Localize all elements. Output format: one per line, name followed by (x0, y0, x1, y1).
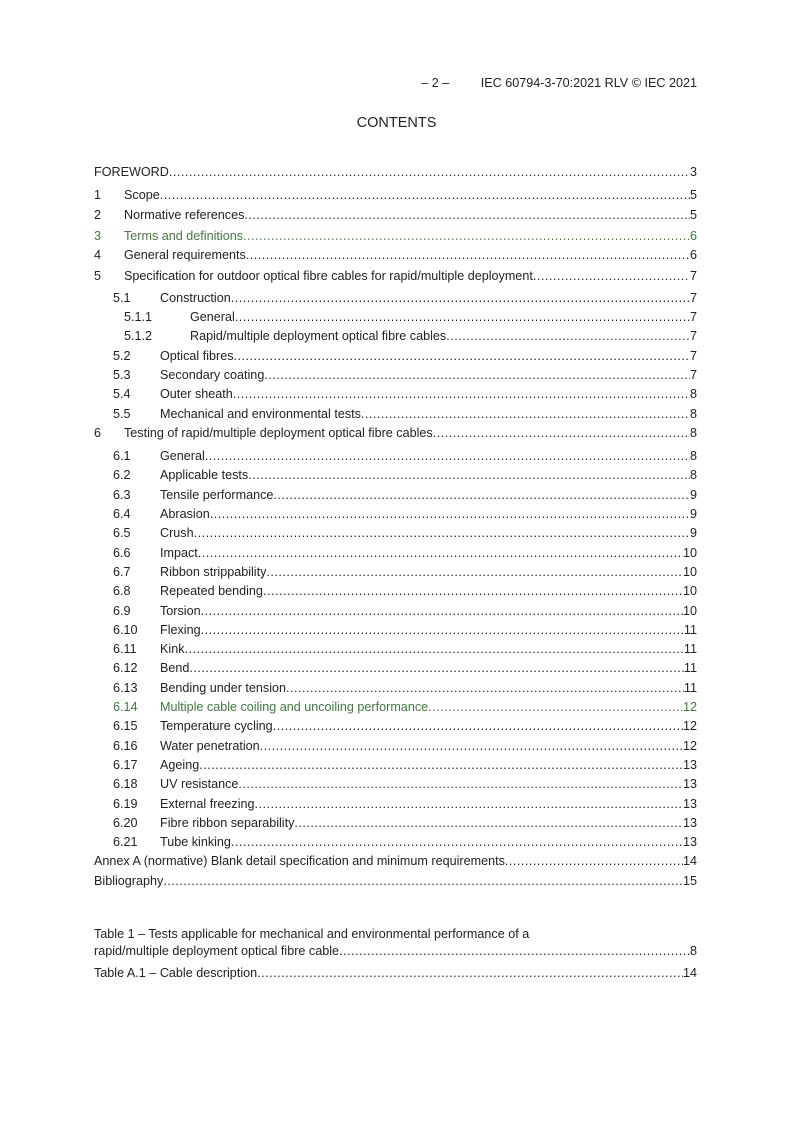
dot-leader (263, 582, 683, 601)
toc-entry[interactable] (94, 942, 697, 960)
dot-leader (238, 775, 683, 794)
entry-text: FOREWORD (94, 165, 169, 179)
toc-entry[interactable] (94, 227, 697, 246)
entry-text: Tensile performance (160, 487, 274, 502)
entry-page: 7 (689, 329, 697, 344)
entry-number: 6.5 (113, 526, 131, 541)
toc-entry[interactable] (94, 308, 697, 327)
toc-entry[interactable] (94, 679, 697, 698)
entry-text: Crush (160, 526, 194, 541)
entry-number: 6.16 (113, 738, 138, 753)
dot-leader (205, 447, 690, 466)
entry-page: 15 (682, 873, 697, 888)
dot-leader (257, 964, 683, 982)
dot-leader (446, 327, 690, 346)
entry-page: 13 (682, 815, 697, 830)
entry-text: Multiple cable coiling and uncoiling performance (160, 700, 429, 715)
document-id: IEC 60794-3-70:2021 RLV © IEC 2021 (480, 76, 697, 90)
entry-number: 6.1 (113, 449, 131, 464)
entry-text: Scope (124, 188, 160, 203)
dot-leader (231, 289, 690, 308)
entry-number: 6.15 (113, 719, 138, 734)
toc-entry[interactable] (94, 582, 697, 601)
entry-number: 6.20 (113, 815, 138, 830)
entry-text: Specification for outdoor optical fibre cables for rapid/multiple deployment (124, 269, 533, 284)
toc-entry[interactable] (94, 852, 697, 871)
entry-text: Ageing (160, 757, 200, 772)
dot-leader (231, 833, 683, 852)
entry-text: Repeated bending (160, 584, 263, 599)
entry-page: 8 (689, 425, 697, 440)
dot-leader (339, 942, 690, 960)
entry-page: 7 (689, 348, 697, 363)
dot-leader (199, 756, 683, 775)
list-of-tables (94, 926, 697, 982)
entry-text: Outer sheath (160, 387, 233, 402)
toc-entry[interactable] (94, 405, 697, 424)
entry-number: 6.6 (113, 545, 131, 560)
toc-entry[interactable] (94, 424, 697, 443)
entry-text: rapid/multiple deployment optical fibre cable (94, 944, 340, 958)
entry-number: 1 (94, 188, 102, 203)
dot-leader (361, 405, 690, 424)
entry-page: 14 (682, 854, 697, 869)
entry-page: 6 (689, 248, 697, 263)
dot-leader (234, 347, 690, 366)
dot-leader (294, 814, 683, 833)
toc-entry[interactable] (94, 640, 697, 659)
entry-number: 6.2 (113, 468, 131, 483)
entry-page: 13 (682, 796, 697, 811)
toc-entry[interactable] (94, 872, 697, 891)
entry-page: 7 (689, 290, 697, 305)
toc-entry[interactable] (94, 814, 697, 833)
entry-number: 6.12 (113, 661, 138, 676)
entry-number: 5.1 (113, 290, 131, 305)
toc-entry[interactable] (94, 366, 697, 385)
entry-page: 12 (682, 719, 697, 734)
entry-text: Bibliography (94, 873, 164, 888)
page-number: – 2 – (421, 76, 450, 90)
dot-leader (210, 505, 690, 524)
entry-page: 10 (682, 584, 697, 599)
entry-number: 6.11 (113, 642, 137, 657)
toc-entry[interactable] (94, 246, 697, 265)
entry-number: 6.4 (113, 507, 131, 522)
entry-number: 6.7 (113, 564, 131, 579)
entry-page: 11 (683, 661, 697, 676)
dot-leader (201, 602, 683, 621)
dot-leader (273, 717, 683, 736)
entry-number: 3 (94, 228, 102, 243)
entry-page: 3 (689, 165, 697, 179)
entry-text: Temperature cycling (160, 719, 273, 734)
entry-page: 14 (682, 966, 697, 980)
entry-number: 6 (94, 425, 102, 440)
dot-leader (264, 366, 690, 385)
entry-text: Applicable tests (160, 468, 249, 483)
entry-text: Water penetration (160, 738, 260, 753)
toc-entry[interactable] (94, 466, 697, 485)
dot-leader (169, 163, 690, 182)
dot-leader (505, 852, 683, 871)
entry-number: 5 (94, 269, 102, 284)
entry-text: Secondary coating (160, 367, 265, 382)
dot-leader (433, 424, 690, 443)
entry-number: 5.2 (113, 348, 131, 363)
toc-entry[interactable] (94, 717, 697, 736)
toc-entry[interactable] (94, 524, 697, 543)
dot-leader (198, 544, 683, 563)
entry-page: 10 (682, 545, 697, 560)
entry-text: Abrasion (160, 507, 210, 522)
toc-entry[interactable] (94, 447, 697, 466)
entry-page: 8 (689, 468, 697, 483)
entry-number: 5.1.2 (124, 329, 153, 344)
toc-entry[interactable] (94, 327, 697, 346)
entry-text: Flexing (160, 622, 201, 637)
entry-text: Mechanical and environmental tests (160, 406, 361, 421)
entry-number: 6.8 (113, 584, 131, 599)
toc-entry[interactable] (94, 544, 697, 563)
entry-number: 5.5 (113, 406, 131, 421)
entry-text: Bending under tension (160, 680, 287, 695)
toc-entry[interactable] (94, 756, 697, 775)
entry-page: 9 (689, 526, 697, 541)
entry-number: 6.10 (113, 622, 138, 637)
dot-leader (273, 486, 690, 505)
entry-page: 5 (689, 207, 697, 222)
entry-text: UV resistance (160, 777, 239, 792)
entry-text: Construction (160, 290, 231, 305)
entry-page: 13 (682, 757, 697, 772)
dot-leader (163, 872, 683, 891)
dot-leader (246, 246, 690, 265)
entry-page: 9 (689, 507, 697, 522)
dot-leader (248, 466, 690, 485)
entry-text: Testing of rapid/multiple deployment optical fibre cables (124, 425, 433, 440)
dot-leader (260, 737, 683, 756)
entry-page: 5 (689, 188, 697, 203)
dot-leader (185, 640, 684, 659)
toc-entry[interactable] (94, 698, 697, 717)
entry-page: 7 (689, 269, 697, 284)
toc-entry[interactable] (94, 775, 697, 794)
entry-number: 6.3 (113, 487, 131, 502)
dot-leader (286, 679, 684, 698)
entry-text: Bend (160, 661, 190, 676)
table-of-contents (94, 163, 697, 891)
entry-page: 11 (683, 622, 697, 637)
toc-entry-line[interactable] (94, 926, 697, 942)
dot-leader (255, 795, 683, 814)
dot-leader (244, 206, 690, 225)
entry-text: Kink (160, 642, 185, 657)
entry-number: 6.21 (113, 835, 138, 850)
entry-text: Table 1 – Tests applicable for mechanical and environmental performance of a (94, 927, 530, 941)
entry-number: 2 (94, 207, 102, 222)
entry-page: 13 (682, 777, 697, 792)
toc-entry[interactable] (94, 267, 697, 286)
entry-text: Normative references (124, 207, 245, 222)
dot-leader (194, 524, 690, 543)
toc-entry[interactable] (94, 505, 697, 524)
toc-entry[interactable] (94, 659, 697, 678)
dot-leader (533, 267, 690, 286)
entry-page: 9 (689, 487, 697, 502)
entry-page: 12 (682, 700, 697, 715)
toc-entry[interactable] (94, 385, 697, 404)
dot-leader (189, 659, 684, 678)
dot-leader (243, 227, 690, 246)
dot-leader (428, 698, 683, 717)
toc-entry[interactable] (94, 795, 697, 814)
entry-text: Rapid/multiple deployment optical fibre cables (190, 329, 447, 344)
entry-page: 11 (683, 680, 697, 695)
dot-leader (235, 308, 690, 327)
entry-page: 12 (682, 738, 697, 753)
entry-page: 7 (689, 310, 697, 325)
entry-text: General (160, 449, 205, 464)
entry-page: 10 (682, 603, 697, 618)
toc-entry[interactable] (94, 602, 697, 621)
entry-text: Terms and definitions (124, 228, 244, 243)
dot-leader (201, 621, 684, 640)
entry-number: 5.4 (113, 387, 131, 402)
entry-page: 8 (689, 387, 697, 402)
entry-number: 6.17 (113, 757, 138, 772)
entry-number: 5.3 (113, 367, 131, 382)
entry-number: 6.14 (113, 700, 138, 715)
entry-number: 6.19 (113, 796, 138, 811)
dot-leader (160, 186, 690, 205)
toc-entry[interactable] (94, 964, 697, 982)
entry-page: 11 (683, 642, 697, 657)
entry-page: 13 (682, 835, 697, 850)
toc-entry[interactable] (94, 206, 697, 225)
toc-entry[interactable] (94, 486, 697, 505)
page-title: CONTENTS (356, 115, 437, 131)
entry-text: Table A.1 – Cable description (94, 966, 258, 980)
toc-entry[interactable] (94, 289, 697, 308)
entry-text: External freezing (160, 796, 255, 811)
entry-page: 8 (689, 406, 697, 421)
entry-page: 7 (689, 367, 697, 382)
toc-entry[interactable] (94, 186, 697, 205)
dot-leader (266, 563, 683, 582)
entry-page: 8 (689, 944, 697, 958)
entry-text: General (190, 310, 235, 325)
page-header (421, 76, 697, 90)
entry-number: 5.1.1 (124, 310, 153, 325)
entry-text: Optical fibres (160, 348, 234, 363)
dot-leader (233, 385, 690, 404)
entry-page: 8 (689, 449, 697, 464)
entry-number: 4 (94, 248, 102, 263)
entry-page: 6 (689, 228, 697, 243)
entry-text: Ribbon strippability (160, 564, 267, 579)
toc-entry[interactable] (94, 737, 697, 756)
entry-page: 10 (682, 564, 697, 579)
toc-entry[interactable] (94, 621, 697, 640)
toc-entry[interactable] (94, 563, 697, 582)
entry-text: General requirements (124, 248, 246, 263)
toc-entry[interactable] (94, 163, 697, 182)
entry-text: Impact (160, 545, 198, 560)
entry-text: Tube kinking (160, 835, 231, 850)
entry-text: Torsion (160, 603, 201, 618)
entry-text: Fibre ribbon separability (160, 815, 295, 830)
entry-number: 6.18 (113, 777, 138, 792)
toc-entry[interactable] (94, 833, 697, 852)
entry-number: 6.9 (113, 603, 131, 618)
entry-text: Annex A (normative) Blank detail specification and minimum requirements (94, 854, 505, 869)
entry-number: 6.13 (113, 680, 138, 695)
toc-entry[interactable] (94, 347, 697, 366)
